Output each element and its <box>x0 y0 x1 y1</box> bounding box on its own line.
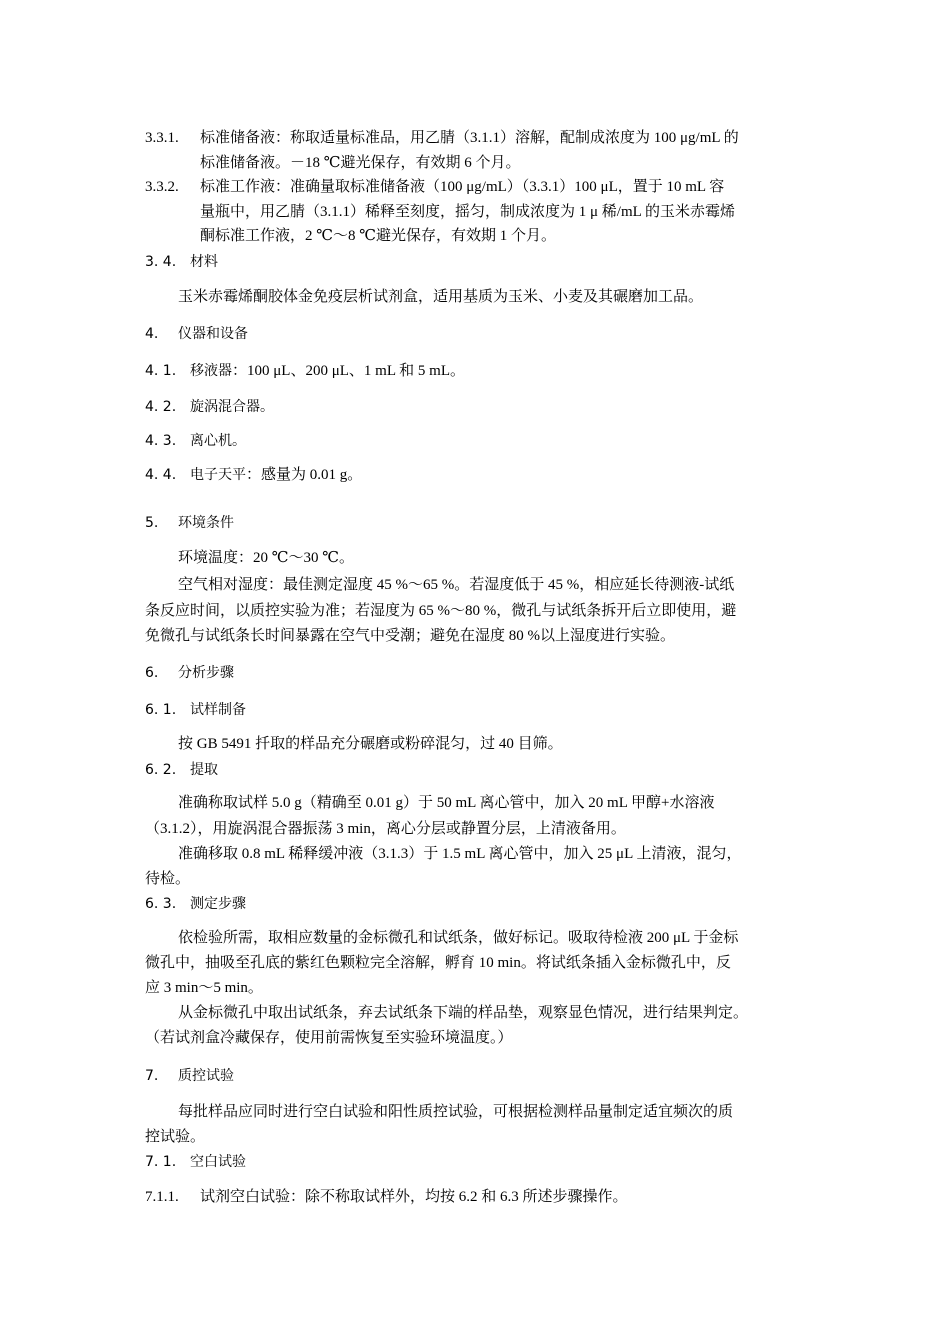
section-number-4-1: 4. 1. <box>145 363 177 379</box>
section-title-7: 质控试验 <box>178 1068 234 1084</box>
text-line: 酮标准工作液，2 ℃～8 ℃避光保存，有效期 1 个月。 <box>200 228 557 244</box>
section-number-6-1: 6. 1. <box>145 702 177 718</box>
text-line: 标准储备液。－18 ℃避光保存，有效期 6 个月。 <box>200 154 521 171</box>
paragraph-line: 每批样品应同时进行空白试验和阳性质控试验，可根据检测样品量制定适宜频次的质 <box>178 1104 734 1120</box>
section-title-6-2: 提取 <box>190 762 218 778</box>
paragraph: 玉米赤霉烯酮胶体金免疫层析试剂盒，适用基质为玉米、小麦及其碾磨加工品。 <box>178 289 704 305</box>
section-number-4-4: 4. 4. <box>145 467 177 483</box>
paragraph-line: （若试剂盒冷藏保存，使用前需恢复至实验环境温度。） <box>145 1030 513 1046</box>
item-text: ：100 μL、200 μL、1 mL 和 5 mL。 <box>232 363 466 379</box>
paragraph-line: 从金标微孔中取出试纸条，弃去试纸条下端的样品垫，观察显色情况，进行结果判定。 <box>178 1005 749 1021</box>
section-3-3-1-text <box>200 126 810 175</box>
paragraph-line: 控试验。 <box>145 1129 206 1145</box>
section-number-3-3-2: 3.3.2. <box>145 179 179 195</box>
section-title-6: 分析步骤 <box>178 665 234 681</box>
section-title-4-2: 旋涡混合器。 <box>190 399 274 415</box>
section-title-4-3: 离心机。 <box>190 433 246 449</box>
section-number-7-1: 7. 1. <box>145 1154 177 1170</box>
item-title: 电子天平 <box>190 467 246 483</box>
section-title-3-4: 材料 <box>190 254 218 270</box>
section-title-4: 仪器和设备 <box>178 326 248 342</box>
section-number-3-3-1: 3.3.1. <box>145 130 179 146</box>
paragraph: 按 GB 5491 扦取的样品充分碾磨或粉碎混匀，过 40 目筛。 <box>178 736 563 752</box>
section-number-5: 5. <box>145 515 159 531</box>
section-number-3-4: 3. 4. <box>145 254 177 270</box>
section-title-7-1: 空白试验 <box>190 1154 246 1170</box>
section-number-6-2: 6. 2. <box>145 762 177 778</box>
section-number-6: 6. <box>145 665 159 681</box>
paragraph-line: 准确移取 0.8 mL 稀释缓冲液（3.1.3）于 1.5 mL 离心管中，加入 25 μL 上清液，混匀， <box>178 846 742 862</box>
paragraph-line: 待检。 <box>145 871 191 887</box>
paragraph-line: 空气相对湿度：最佳测定湿度 45 %～65 %。若湿度低于 45 %，相应延长待测液-试纸 <box>178 577 735 593</box>
section-title-6-1: 试样制备 <box>190 702 246 718</box>
section-7-1-1-text: 试剂空白试验：除不称取试样外，均按 6.2 和 6.3 所述步骤操作。 <box>200 1189 628 1205</box>
section-number-7-1-1: 7.1.1. <box>145 1189 179 1205</box>
paragraph-line: 应 3 min～5 min。 <box>145 980 263 996</box>
section-number-7: 7. <box>145 1068 159 1084</box>
section-number-4-3: 4. 3. <box>145 433 177 449</box>
text-line: 量瓶中，用乙腈（3.1.1）稀释至刻度，摇匀，制成浓度为 1 μ 稀/mL 的玉米赤霉烯 <box>200 203 735 220</box>
text-line: 标准储备液：称取适量标准品，用乙腈（3.1.1）溶解，配制成浓度为 100 μg/mL 的 <box>200 130 739 146</box>
section-3-3-2-text <box>200 175 810 249</box>
section-number-4: 4. <box>145 326 159 342</box>
section-4-1 <box>190 359 465 383</box>
section-title-6-3: 测定步骤 <box>190 896 246 912</box>
section-number-6-3: 6. 3. <box>145 896 177 912</box>
item-text: ：感量为 0.01 g。 <box>246 467 363 483</box>
section-number-4-2: 4. 2. <box>145 399 177 415</box>
section-4-4 <box>190 463 362 487</box>
paragraph-line: 微孔中，抽吸至孔底的紫红色颗粒完全溶解，孵育 10 min。将试纸条插入金标微孔中，反 <box>145 955 731 971</box>
item-title: 移液器 <box>190 363 232 379</box>
paragraph-line: 条反应时间，以质控实验为准；若湿度为 65 %～80 %，微孔与试纸条拆开后立即使用，避 <box>145 603 737 619</box>
paragraph: 环境温度：20 ℃～30 ℃。 <box>178 550 355 566</box>
paragraph-line: 依检验所需，取相应数量的金标微孔和试纸条，做好标记。吸取待检液 200 μL 于金标 <box>178 930 739 946</box>
section-title-5: 环境条件 <box>178 515 234 531</box>
paragraph-line: （3.1.2），用旋涡混合器振荡 3 min，离心分层或静置分层，上清液备用。 <box>145 821 626 837</box>
paragraph-line: 准确称取试样 5.0 g（精确至 0.01 g）于 50 mL 离心管中，加入 20 mL 甲醇+水溶液 <box>178 795 715 811</box>
text-line: 标准工作液：准确量取标准储备液（100 μg/mL）（3.3.1）100 μL，置于 10 mL 容 <box>200 179 725 195</box>
paragraph-line: 免微孔与试纸条长时间暴露在空气中受潮；避免在湿度 80 %以上湿度进行实验。 <box>145 628 675 644</box>
